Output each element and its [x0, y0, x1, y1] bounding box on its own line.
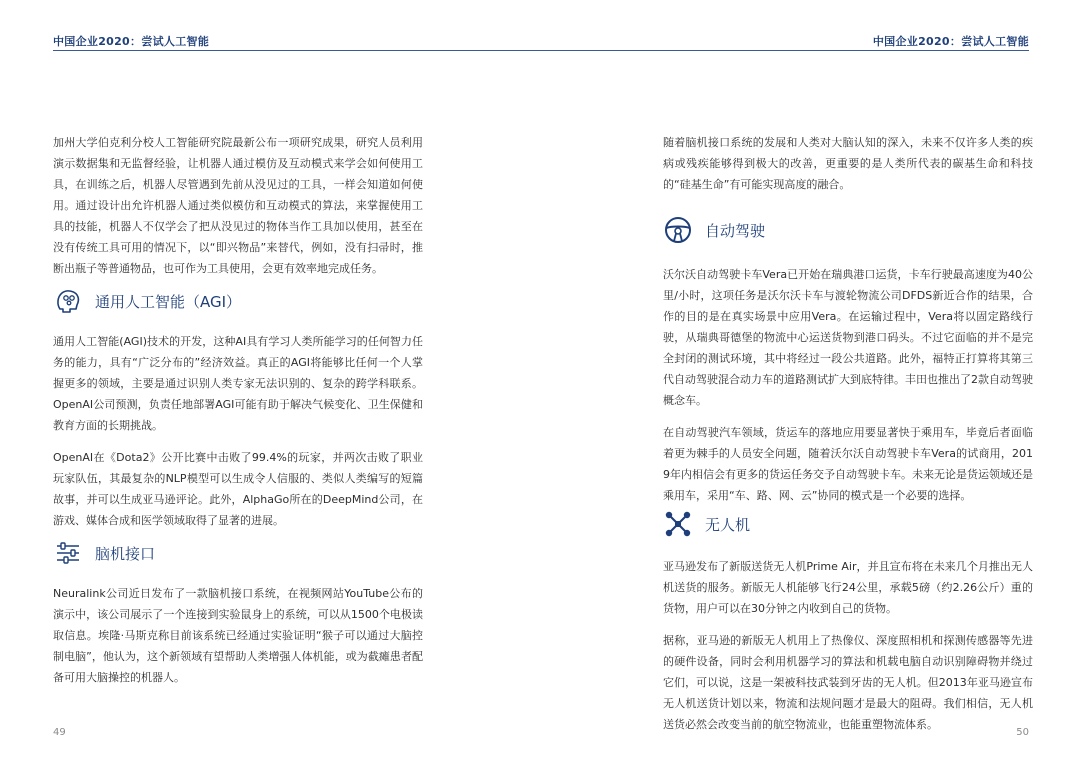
right-page	[540, 0, 1080, 764]
autonomous-title: 自动驾驶	[705, 221, 766, 240]
bci-body	[53, 583, 423, 688]
brain-head-icon	[53, 286, 83, 316]
bci-paragraph-1: Neuralink公司近日发布了一款脑机接口系统，在视频网站YouTube公布的演示中，该公司展示了一个连接到实验鼠身上的系统，可以从1500个电极读取信息。埃隆·马斯克称目前该系统已经通过实验证明“猴子可以通过大脑控制电脑”，他认为，这个新领域有望帮助人类增强人体机能，或为截瘫患者配备可用大脑操控的机器人。	[53, 587, 423, 684]
running-title-right: 中国企业2020：尝试人工智能	[872, 35, 1029, 48]
drone-paragraph-1: 亚马逊发布了新版送货无人机Prime Air，并且宣布将在未来几个月推出无人机送货的服务。新版无人机能够飞行24公里，承载5磅（约2.26公斤）重的货物，用户可以在30分钟之内收到自己的货物。	[663, 560, 1033, 615]
page-number-right: 50	[1016, 727, 1029, 738]
right-intro	[663, 132, 1033, 195]
agi-paragraph-1: 通用人工智能(AGI)技术的开发，这种AI具有学习人类所能学习的任何智力任务的能力，具有“广泛分布的”经济效益。真正的AGI将能够比任何一个人掌握更多的领域，主要是通过识别人类专家无法识别的、复杂的跨学科联系。OpenAI公司预测，负责任地部署AGI可能有助于解决气候变化、卫生保健和教育方面的长期挑战。	[53, 335, 423, 432]
drone-title: 无人机	[705, 515, 751, 534]
autonomous-body	[663, 264, 1033, 506]
running-title-left: 中国企业2020：尝试人工智能	[53, 35, 210, 48]
agi-paragraph-2: OpenAI在《Dota2》公开比赛中击败了99.4%的玩家，并两次击败了职业玩家队伍，其最复杂的NLP模型可以生成令人信服的、类似人类编写的短篇故事，并可以生成亚马逊评论。此外，AlphaGo所在的DeepMind公司，在游戏、媒体合成和医学领域取得了显著的进展。	[53, 451, 423, 527]
sliders-icon	[53, 538, 83, 568]
drone-body	[663, 556, 1033, 735]
drone-icon	[663, 509, 693, 539]
header-rule-left	[53, 50, 540, 51]
drone-heading	[663, 508, 750, 540]
drone-paragraph-2: 据称，亚马逊的新版无人机用上了热像仪、深度照相机和探测传感器等先进的硬件设备，同时会利用机器学习的算法和机载电脑自动识别障碍物并绕过它们，可以说，这是一架被科技武装到牙齿的无人机。但2013年亚马逊宣布无人机送货计划以来，物流和法规问题才是最大的阻碍。我们相信，无人机送货必然会改变当前的航空物流业，也能重塑物流体系。	[663, 634, 1033, 731]
agi-title: 通用人工智能（AGI）	[95, 292, 242, 311]
left-intro	[53, 132, 423, 279]
bci-title: 脑机接口	[95, 544, 156, 563]
autonomous-paragraph-1: 沃尔沃自动驾驶卡车Vera已开始在瑞典港口运货，卡车行驶最高速度为40公里/小时，这项任务是沃尔沃卡车与渡轮物流公司DFDS新近合作的结果，合作的目的是在真实场景中应用Vera。在运输过程中，Vera将以固定路线行驶，从瑞典哥德堡的物流中心运送货物到港口码头。不过它面临的并不是完全封闭的测试环境，其中将经过一段公共道路。此外，福特正打算将其第三代自动驾驶混合动力车的道路测试扩大到底特律。丰田也推出了2款自动驾驶概念车。	[663, 268, 1033, 407]
header-rule-right	[540, 50, 1029, 51]
steering-wheel-icon	[663, 215, 693, 245]
intro-paragraph: 随着脑机接口系统的发展和人类对大脑认知的深入，未来不仅许多人类的疾病或残疾能够得到极大的改善，更重要的是人类所代表的碳基生命和科技的“硅基生命”有可能实现高度的融合。	[663, 136, 1033, 191]
bci-heading	[53, 537, 155, 569]
intro-paragraph: 加州大学伯克利分校人工智能研究院最新公布一项研究成果，研究人员利用演示数据集和无监督经验，让机器人通过模仿及互动模式来学会如何使用工具，在训练之后，机器人尽管遇到先前从没见过的工具，一样会知道如何使用。通过设计出允许机器人通过类似模仿和互动模式的算法，来掌握使用工具的技能，机器人不仅学会了把从没见过的物体当作工具加以使用，甚至在没有传统工具可用的情况下，以“即兴物品”来替代，例如，没有扫帚时，推断出瓶子等普通物品，也可作为工具使用，会更有效率地完成任务。	[53, 136, 423, 275]
autonomous-paragraph-2: 在自动驾驶汽车领域，货运车的落地应用要显著快于乘用车，毕竟后者面临着更为棘手的人员安全问题，随着沃尔沃自动驾驶卡车Vera的试商用，2019年内相信会有更多的货运任务交予自动驾驶卡车。未来无论是货运领域还是乘用车，采用“车、路、网、云”协同的模式是一个必要的选择。	[663, 426, 1033, 502]
page-number-left: 49	[53, 727, 66, 738]
agi-body	[53, 331, 423, 531]
autonomous-heading	[663, 214, 765, 246]
agi-heading	[53, 285, 241, 317]
